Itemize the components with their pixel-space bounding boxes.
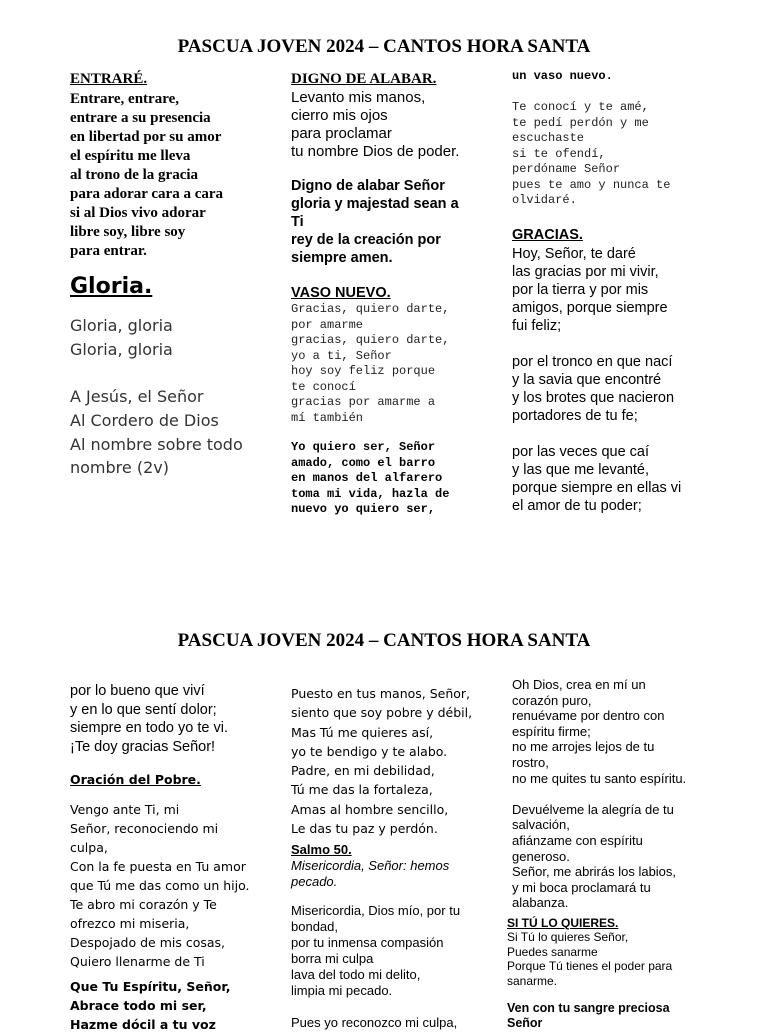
song-lyrics-salmo-cont: Oh Dios, crea en mí un corazón puro, renuévame por dentro con espíritu firme; no me arrojes lejos de tu rostro, no me quites tu santo espíritu. Devuélveme la alegría de tu salvación, afiánzame con espíritu generoso. Señor, me abrirás los labios, y mi boca proclamará tu alabanza. xyxy=(512,677,687,911)
song-antiphon-salmo-50: Misericordia, Señor: hemos pecado. xyxy=(291,858,450,889)
song-lyrics-vaso-cont: un vaso nuevo. xyxy=(512,69,613,83)
song-lyrics-gloria: Gloria, gloria Gloria, gloria A Jesús, el Señor Al Cordero de Dios Al nombre sobre todo nombre (2v) xyxy=(70,316,243,478)
song-title-entrare: ENTRARÉ. xyxy=(70,71,148,87)
song-lyrics-gracias: Hoy, Señor, te daré las gracias por mi vivir, por la tierra y por mis amigos, porque siempre fui feliz; por el tronco en que nací y la savia que encontré y los brotes que nacieron portadores de tu fe; por las veces que caí y las que me levanté, porque siempre en ellas vi el amor de tu poder; xyxy=(512,246,682,514)
song-lyrics-digno: Levanto mis manos, cierro mis ojos para proclamar tu nombre Dios de poder. xyxy=(291,89,460,160)
song-title-vaso-nuevo: VASO NUEVO. xyxy=(291,285,391,301)
song-lyrics-salmo-50: Misericordia, Dios mío, por tu bondad, por tu inmensa compasión borra mi culpa lava del todo mi delito, limpia mi pecado. Pues yo reconozco mi culpa, xyxy=(291,903,461,1030)
page-title: PASCUA JOVEN 2024 – CANTOS HORA SANTA xyxy=(177,630,591,651)
song-chorus-digno: Digno de alabar Señor gloria y majestad sean a Ti rey de la creación por siempre amen. xyxy=(291,178,459,266)
song-title-digno: DIGNO DE ALABAR. xyxy=(291,71,437,87)
song-title-salmo-50: Salmo 50. xyxy=(291,842,352,857)
song-title-oracion-pobre: Oración del Pobre. xyxy=(70,772,201,787)
page-title: PASCUA JOVEN 2024 – CANTOS HORA SANTA xyxy=(177,36,591,57)
song-title-gracias: GRACIAS. xyxy=(512,227,583,243)
song-lyrics-vaso-nuevo: Gracias, quiero darte, por amarme gracias, quiero darte, yo a ti, Señor hoy soy feliz porque te conocí gracias por amarme a mí también xyxy=(291,302,450,425)
song-chorus-vaso-nuevo: Yo quiero ser, Señor amado, como el barro en manos del alfarero toma mi vida, hazla de nuevo yo quiero ser, xyxy=(291,440,450,516)
song-title-gloria: Gloria. xyxy=(70,274,153,299)
song-lyrics-si-tu-lo-quieres: Si Tú lo quieres Señor, Puedes sanarme Porque Tú tienes el poder para sanarme. xyxy=(507,930,673,988)
song-lyrics-vaso-verse: Te conocí y te amé, te pedí perdón y me escuchaste si te ofendí, perdóname Señor pues te amo y nunca te olvidaré. xyxy=(512,100,671,207)
song-lyrics-gracias-cont: por lo bueno que viví y en lo que sentí dolor; siempre en todo yo te vi. ¡Te doy gracias Señor! xyxy=(70,683,228,755)
song-lyrics-oracion-pobre: Vengo ante Ti, mi Señor, reconociendo mi culpa, Con la fe puesta en Tu amor que Tú me das como un hijo. Te abro mi corazón y Te ofrezco mi miseria, Despojado de mis cosas, Quiero llenarme de Ti xyxy=(70,802,250,969)
song-chorus-oracion-pobre: Que Tu Espíritu, Señor, Abrace todo mi ser, Hazme dócil a tu voz xyxy=(70,979,231,1032)
song-lyrics-entrare: Entrare, entrare, entrare a su presencia en libertad por su amor el espíritu me lleva al trono de la gracia para adorar cara a cara si al Dios vivo adorar libre soy, libre soy para entrar. xyxy=(70,91,224,259)
song-lyrics-oracion-cont: Puesto en tus manos, Señor, siento que soy pobre y débil, Mas Tú me quieres así, yo te bendigo y te alabo. Padre, en mi debilidad, Tú me das la fortaleza, Amas al hombre sencillo, Le das tu paz y perdón. xyxy=(291,686,473,837)
song-title-si-tu-lo-quieres: SI TÚ LO QUIERES. xyxy=(507,916,619,930)
song-chorus-si-tu-lo-quieres: Ven con tu sangre preciosa Señor xyxy=(507,1001,670,1030)
